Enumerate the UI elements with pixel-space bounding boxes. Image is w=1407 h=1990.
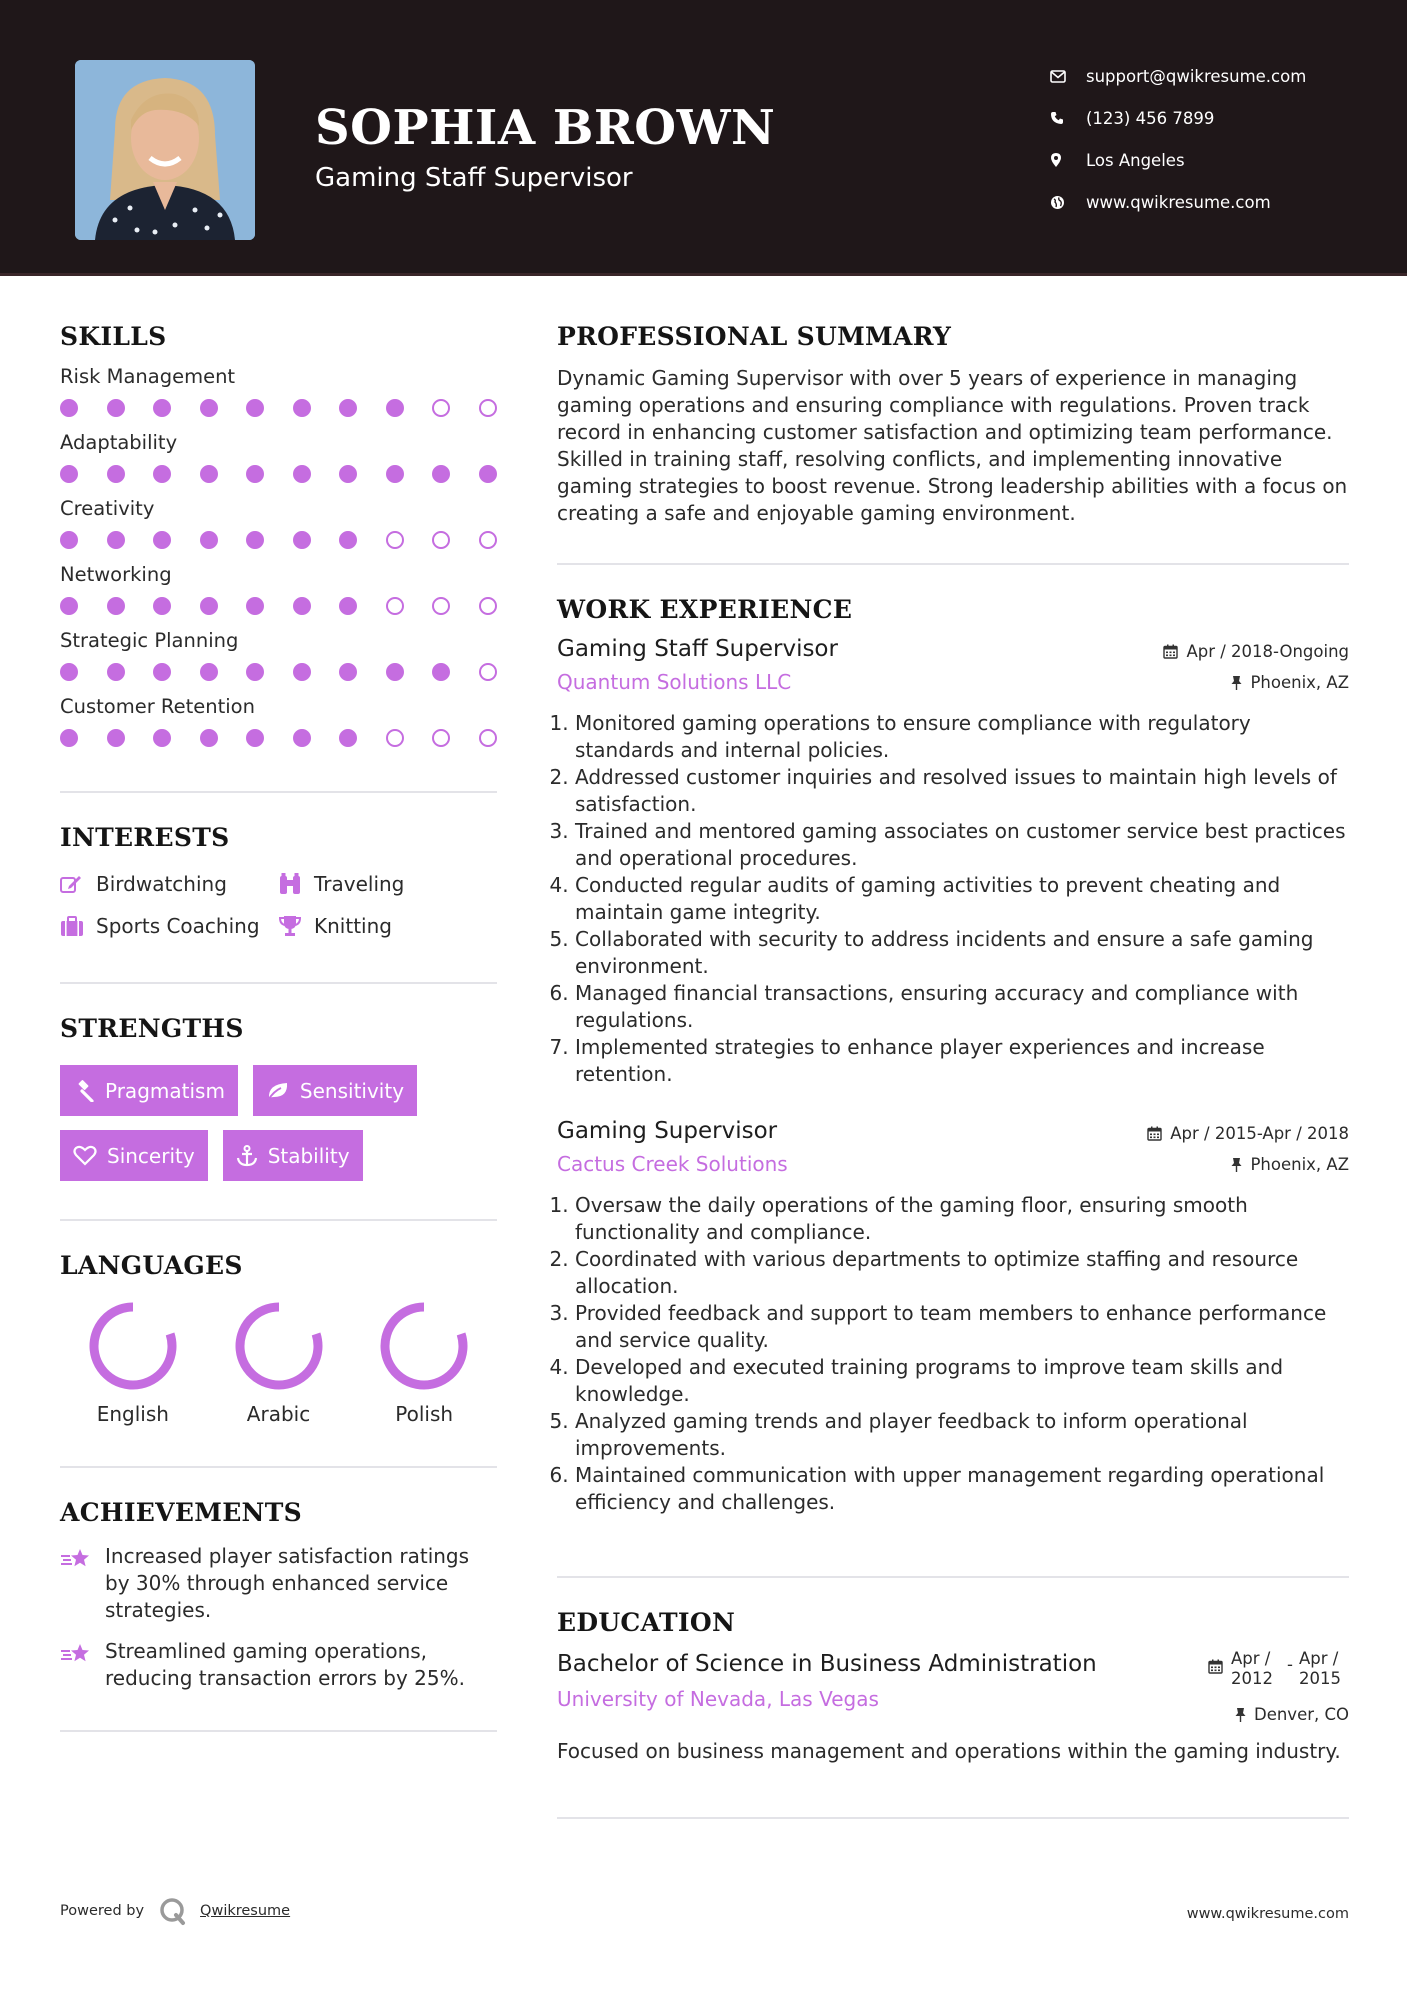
- strength-label: Stability: [267, 1143, 350, 1168]
- rating-dot-empty: [386, 531, 404, 549]
- skill-rating: [60, 729, 497, 747]
- skill-item: [60, 629, 497, 681]
- job-header: [557, 1118, 1349, 1176]
- section-divider: [557, 1817, 1349, 1819]
- skill-name: Adaptability: [60, 431, 178, 454]
- anchor-icon: [236, 1145, 258, 1167]
- job-company: Cactus Creek Solutions: [557, 1152, 788, 1176]
- rating-dot-filled: [386, 465, 404, 483]
- achievement-item: [60, 1638, 497, 1692]
- skill-rating: [60, 531, 497, 549]
- job-location-text: Phoenix, AZ: [1250, 1155, 1349, 1174]
- calendar-icon: [1163, 644, 1178, 659]
- language-level-ring: [233, 1300, 325, 1392]
- section-divider: [60, 791, 497, 793]
- strength-label: Sensitivity: [299, 1078, 405, 1103]
- responsibility-item: 5. Analyzed gaming trends and player feedback to inform operational improvements.: [575, 1408, 1349, 1462]
- calendar-icon: [1208, 1649, 1223, 1674]
- skill-name: Risk Management: [60, 365, 236, 388]
- contact-list: [1050, 55, 1306, 223]
- rating-dot-filled: [153, 531, 171, 549]
- rating-dot-filled: [339, 597, 357, 615]
- job-entry: [557, 636, 1349, 1088]
- achievements-heading: ACHIEVEMENTS: [60, 1498, 302, 1527]
- rating-dot-filled: [153, 663, 171, 681]
- interest-label: Traveling: [314, 872, 405, 896]
- job-location: [1147, 1155, 1349, 1174]
- section-divider: [60, 982, 497, 984]
- pencil-edit-icon: [60, 874, 96, 894]
- location-pin-icon: [1050, 152, 1086, 168]
- skill-rating: [60, 597, 497, 615]
- section-divider: [60, 1466, 497, 1468]
- skill-rating: [60, 465, 497, 483]
- rating-dot-filled: [107, 663, 125, 681]
- education-dates: [1208, 1649, 1349, 1689]
- rating-dot-empty: [386, 729, 404, 747]
- education-school: University of Nevada, Las Vegas: [557, 1687, 879, 1711]
- contact-email-text: support@qwikresume.com: [1086, 66, 1307, 86]
- job-location-text: Phoenix, AZ: [1250, 673, 1349, 692]
- education-location: [1208, 1705, 1349, 1724]
- rating-dot-filled: [153, 597, 171, 615]
- language-name: Polish: [395, 1402, 454, 1426]
- strength-tag: [253, 1065, 417, 1116]
- education-heading: EDUCATION: [557, 1608, 736, 1637]
- rating-dot-filled: [293, 729, 311, 747]
- section-divider: [557, 563, 1349, 565]
- responsibility-item: 4. Developed and executed training programs to improve team skills and knowledge.: [575, 1354, 1349, 1408]
- skill-name: Strategic Planning: [60, 629, 239, 652]
- skills-list: [60, 365, 497, 747]
- strength-tag: [223, 1130, 363, 1181]
- rating-dot-filled: [293, 663, 311, 681]
- calendar-icon: [1147, 1126, 1162, 1141]
- skill-item: [60, 695, 497, 747]
- globe-icon: [1050, 195, 1086, 210]
- rating-dot-filled: [432, 663, 450, 681]
- rating-dot-empty: [432, 729, 450, 747]
- responsibility-item: 4. Conducted regular audits of gaming activities to prevent cheating and maintain game integrity.: [575, 872, 1349, 926]
- rating-dot-filled: [246, 465, 264, 483]
- summary-text: Dynamic Gaming Supervisor with over 5 years of experience in managing gaming operations and ensuring compliance with regulations. Proven track record in enhancing customer satisfaction and optimizing team performance. Skilled in training staff, resolving conflicts, and implementing innovative gaming strategies to boost revenue. Strong leadership abilities with a focus on creating a safe and enjoyable gaming environment.: [557, 366, 1348, 525]
- rating-dot-empty: [386, 597, 404, 615]
- rating-dot-filled: [246, 597, 264, 615]
- skill-name: Networking: [60, 563, 172, 586]
- job-header: [557, 636, 1349, 694]
- achievement-item: [60, 1543, 497, 1624]
- skill-item: [60, 431, 497, 483]
- rating-dot-filled: [339, 531, 357, 549]
- pushpin-icon: [1231, 1157, 1242, 1172]
- rating-dot-filled: [60, 729, 78, 747]
- right-column: [557, 322, 1349, 1819]
- rating-dot-filled: [293, 597, 311, 615]
- language-item: [351, 1300, 497, 1426]
- achievement-text: Increased player satisfaction ratings by 30% through enhanced service strategies.: [105, 1544, 470, 1622]
- strengths-list: [60, 1065, 497, 1181]
- skill-rating: [60, 663, 497, 681]
- interest-item: [60, 914, 278, 938]
- language-level-ring: [87, 1300, 179, 1392]
- interest-item: [60, 872, 278, 896]
- rating-dot-filled: [200, 399, 218, 417]
- responsibility-item: 2. Addressed customer inquiries and resolved issues to maintain high levels of satisfaction.: [575, 764, 1349, 818]
- responsibility-item: 1. Oversaw the daily operations of the gaming floor, ensuring smooth functionality and compliance.: [575, 1192, 1349, 1246]
- rating-dot-filled: [107, 597, 125, 615]
- pushpin-icon: [1231, 675, 1242, 690]
- rating-dot-filled: [107, 465, 125, 483]
- candidate-name: SOPHIA BROWN: [315, 100, 776, 156]
- education-header: [557, 1649, 1349, 1724]
- achievements-list: [60, 1543, 497, 1692]
- education-description: Focused on business management and operations within the gaming industry.: [557, 1739, 1341, 1763]
- interest-label: Birdwatching: [96, 872, 227, 896]
- rating-dot-filled: [246, 729, 264, 747]
- left-column: [60, 322, 497, 1732]
- rating-dot-empty: [432, 531, 450, 549]
- trophy-icon: [278, 915, 314, 937]
- heart-icon: [73, 1145, 97, 1166]
- envelope-icon: [1050, 70, 1086, 83]
- skill-rating: [60, 399, 497, 417]
- qwikresume-link[interactable]: Qwikresume: [200, 1903, 291, 1919]
- resume-header: [0, 0, 1407, 276]
- job-company: Quantum Solutions LLC: [557, 670, 792, 694]
- rating-dot-empty: [479, 663, 497, 681]
- education-date-separator: -: [1287, 1655, 1293, 1674]
- education-end: Apr / 2015: [1299, 1649, 1341, 1688]
- briefcase-icon: [60, 916, 96, 936]
- interests-heading: INTERESTS: [60, 823, 230, 852]
- job-location: [1163, 673, 1349, 692]
- job-dates: [1147, 1124, 1349, 1143]
- rating-dot-filled: [246, 531, 264, 549]
- section-divider: [60, 1219, 497, 1221]
- binoculars-icon: [278, 873, 314, 895]
- footer-website[interactable]: www.qwikresume.com: [1186, 1906, 1349, 1922]
- rating-dot-filled: [200, 465, 218, 483]
- rating-dot-filled: [339, 465, 357, 483]
- rating-dot-filled: [107, 399, 125, 417]
- rating-dot-filled: [200, 597, 218, 615]
- education-start: Apr / 2012: [1231, 1649, 1273, 1688]
- strength-label: Pragmatism: [105, 1078, 225, 1103]
- rating-dot-filled: [293, 465, 311, 483]
- education-location-text: Denver, CO: [1253, 1705, 1349, 1724]
- qwikresume-logo-icon: [158, 1896, 188, 1926]
- rating-dot-filled: [107, 531, 125, 549]
- shooting-star-icon: [60, 1638, 105, 1692]
- rating-dot-filled: [339, 399, 357, 417]
- interest-label: Sports Coaching: [96, 914, 260, 938]
- contact-location: [1050, 139, 1306, 181]
- language-name: English: [96, 1402, 169, 1426]
- footer-powered-by: [60, 1896, 290, 1926]
- responsibility-item: 5. Collaborated with security to address incidents and ensure a safe gaming environment.: [575, 926, 1349, 980]
- strength-tag: [60, 1130, 208, 1181]
- interests-list: [60, 872, 497, 938]
- rating-dot-empty: [479, 531, 497, 549]
- skill-item: [60, 497, 497, 549]
- rating-dot-filled: [200, 729, 218, 747]
- education-degree: Bachelor of Science in Business Administration: [557, 1651, 1097, 1677]
- rating-dot-filled: [153, 399, 171, 417]
- job-dates-text: Apr / 2018-Ongoing: [1186, 642, 1349, 661]
- rating-dot-empty: [479, 597, 497, 615]
- strengths-heading: STRENGTHS: [60, 1014, 244, 1043]
- responsibility-item: 2. Coordinated with various departments to optimize staffing and resource allocation.: [575, 1246, 1349, 1300]
- section-divider: [557, 1576, 1349, 1578]
- rating-dot-filled: [293, 531, 311, 549]
- strength-label: Sincerity: [107, 1143, 195, 1168]
- responsibility-item: 1. Monitored gaming operations to ensure compliance with regulatory standards and internal policies.: [575, 710, 1349, 764]
- interest-item: [278, 872, 497, 896]
- interest-label: Knitting: [314, 914, 392, 938]
- rating-dot-filled: [479, 465, 497, 483]
- responsibility-item: 3. Trained and mentored gaming associates on customer service best practices and operational procedures.: [575, 818, 1349, 872]
- job-role: Gaming Supervisor: [557, 1118, 778, 1144]
- rating-dot-filled: [386, 663, 404, 681]
- skill-name: Customer Retention: [60, 695, 255, 718]
- contact-phone[interactable]: [1050, 97, 1306, 139]
- contact-website-text: www.qwikresume.com: [1086, 192, 1271, 212]
- skill-item: [60, 563, 497, 615]
- job-role: Gaming Staff Supervisor: [557, 636, 838, 662]
- gavel-icon: [73, 1080, 95, 1102]
- job-responsibilities: [557, 1192, 1349, 1516]
- summary-heading: PROFESSIONAL SUMMARY: [557, 322, 952, 351]
- rating-dot-filled: [293, 399, 311, 417]
- rating-dot-filled: [60, 531, 78, 549]
- leaf-icon: [266, 1081, 290, 1101]
- education-entry: [557, 1649, 1349, 1765]
- responsibility-item: 6. Managed financial transactions, ensuring accuracy and compliance with regulations.: [575, 980, 1349, 1034]
- contact-email[interactable]: [1050, 55, 1306, 97]
- responsibility-item: 3. Provided feedback and support to team members to enhance performance and service quality.: [575, 1300, 1349, 1354]
- shooting-star-icon: [60, 1543, 105, 1624]
- rating-dot-filled: [246, 399, 264, 417]
- achievement-text: Streamlined gaming operations, reducing transaction errors by 25%.: [105, 1639, 465, 1690]
- responsibility-item: 6. Maintained communication with upper management regarding operational efficiency and challenges.: [575, 1462, 1349, 1516]
- rating-dot-filled: [386, 399, 404, 417]
- rating-dot-empty: [432, 597, 450, 615]
- profile-photo: [75, 60, 255, 240]
- rating-dot-filled: [60, 465, 78, 483]
- rating-dot-filled: [153, 465, 171, 483]
- skills-heading: SKILLS: [60, 322, 167, 351]
- languages-list: [60, 1300, 497, 1426]
- section-divider: [60, 1730, 497, 1732]
- candidate-title: Gaming Staff Supervisor: [315, 163, 633, 193]
- rating-dot-filled: [60, 597, 78, 615]
- language-name: Arabic: [246, 1402, 311, 1426]
- rating-dot-filled: [246, 663, 264, 681]
- language-item: [206, 1300, 352, 1426]
- phone-icon: [1050, 111, 1086, 125]
- rating-dot-filled: [60, 399, 78, 417]
- contact-phone-text: (123) 456 7899: [1086, 108, 1215, 128]
- rating-dot-filled: [200, 663, 218, 681]
- rating-dot-empty: [479, 729, 497, 747]
- job-responsibilities: [557, 710, 1349, 1088]
- contact-location-text: Los Angeles: [1086, 150, 1185, 170]
- responsibility-item: 7. Implemented strategies to enhance player experiences and increase retention.: [575, 1034, 1349, 1088]
- rating-dot-filled: [200, 531, 218, 549]
- job-dates-text: Apr / 2015-Apr / 2018: [1170, 1124, 1349, 1143]
- interest-item: [278, 914, 497, 938]
- skill-name: Creativity: [60, 497, 155, 520]
- rating-dot-filled: [432, 465, 450, 483]
- rating-dot-filled: [153, 729, 171, 747]
- rating-dot-filled: [107, 729, 125, 747]
- rating-dot-filled: [60, 663, 78, 681]
- powered-by-text: Powered by: [60, 1903, 145, 1919]
- skill-item: [60, 365, 497, 417]
- job-entry: [557, 1118, 1349, 1516]
- language-level-ring: [378, 1300, 470, 1392]
- rating-dot-filled: [339, 663, 357, 681]
- rating-dot-filled: [339, 729, 357, 747]
- language-item: [60, 1300, 206, 1426]
- job-dates: [1163, 642, 1349, 661]
- languages-heading: LANGUAGES: [60, 1251, 243, 1280]
- strength-tag: [60, 1065, 238, 1116]
- experience-heading: WORK EXPERIENCE: [557, 595, 853, 624]
- rating-dot-empty: [432, 399, 450, 417]
- pushpin-icon: [1235, 1707, 1246, 1722]
- rating-dot-empty: [479, 399, 497, 417]
- contact-website[interactable]: [1050, 181, 1306, 223]
